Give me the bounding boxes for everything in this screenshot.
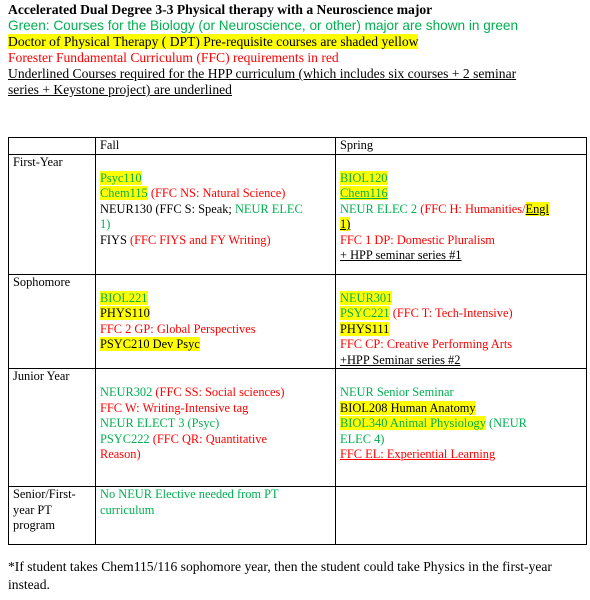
neur-elec2-engl-cont: 1)	[340, 217, 351, 231]
document-header	[8, 2, 582, 98]
psyc222-ffc-cont: Reason)	[100, 447, 141, 461]
biol340-neur: (NEUR	[485, 416, 527, 430]
row-label-first-year: First-Year	[9, 154, 96, 274]
legend-yellow-row	[8, 34, 582, 50]
course-plan-table	[8, 137, 587, 545]
neur-elec2-ffc: (FFC H: Humanities/	[420, 201, 526, 216]
junior-fall-cell	[96, 369, 336, 487]
header-spring: Spring	[336, 138, 587, 155]
first-year-fall-cell	[96, 154, 336, 274]
row-senior	[9, 487, 587, 545]
course-neur-elec3: NEUR ELECT 3 (Psyc)	[100, 416, 220, 430]
psyc221-ffc: (FFC T: Tech-Intensive)	[389, 306, 513, 320]
header-corner-cell	[9, 138, 96, 155]
fiys-ffc: (FFC FIYS and FY Writing)	[129, 232, 271, 247]
junior-spring-cell	[336, 369, 587, 487]
ffc-el: FFC EL: Experiential Learning	[340, 447, 496, 461]
senior-label-3: program	[13, 518, 55, 532]
legend-underline-1: Underlined Courses required for the HPP curriculum (which includes six courses + 2 seminar	[8, 66, 517, 81]
senior-fall-note: No NEUR Elective needed from PT	[100, 487, 279, 501]
course-neur130: NEUR130 (FFC S: Speak;	[100, 201, 235, 216]
footnote: *If student takes Chem115/116 sophomore year, then the student could take Physics in the first-year instead.	[8, 559, 552, 592]
legend-yellow: Doctor of Physical Therapy ( DPT) Pre-requisite courses are shaded yellow	[8, 34, 419, 49]
senior-spring-cell	[336, 487, 587, 545]
ffc-cp: FFC CP: Creative Performing Arts	[340, 337, 513, 351]
course-fiys: FIYS	[100, 232, 130, 247]
psyc222-ffc: (FFC QR: Quantitative	[152, 431, 267, 446]
sophomore-fall-cell	[96, 274, 336, 369]
row-junior-year	[9, 369, 587, 487]
ffc-2-gp: FFC 2 GP: Global Perspectives	[100, 321, 256, 336]
ffc-w: FFC W: Writing-Intensive tag	[100, 400, 249, 415]
course-neur-elec2: NEUR ELEC 2	[340, 201, 421, 216]
table-header-row	[9, 138, 587, 155]
course-phys111: PHYS111	[340, 321, 390, 336]
neur130-elec-cont: 1)	[100, 217, 111, 231]
course-neur-senior-seminar: NEUR Senior Seminar	[340, 385, 454, 399]
neur130-elec: NEUR ELEC	[234, 201, 303, 216]
neur-elec2-engl: Engl	[525, 201, 549, 216]
legend-red: Forester Fundamental Curriculum (FFC) requirements in red	[8, 50, 339, 65]
row-first-year	[9, 154, 587, 274]
course-psyc222: PSYC222	[100, 431, 153, 446]
course-psyc210: PSYC210 Dev Psyc	[100, 337, 200, 351]
hpp-seminar-1: + HPP seminar series #1	[340, 248, 462, 262]
senior-fall-note-cont: curriculum	[100, 502, 155, 517]
course-phys110: PHYS110	[100, 306, 150, 320]
row-label-sophomore: Sophomore	[9, 274, 96, 369]
row-label-junior-year: Junior Year	[9, 369, 96, 487]
header-fall: Fall	[96, 138, 336, 155]
course-neur301: NEUR301	[340, 290, 393, 305]
ffc-1-dp: FFC 1 DP: Domestic Pluralism	[340, 232, 495, 247]
chem115-ffc: (FFC NS: Natural Science)	[147, 186, 286, 200]
neur302-ffc: (FFC SS: Social sciences)	[155, 385, 285, 399]
course-neur302: NEUR302	[100, 385, 156, 399]
course-chem115: Chem115	[100, 186, 148, 200]
course-biol340: BIOL340 Animal Physiology	[340, 416, 486, 430]
row-sophomore	[9, 274, 587, 369]
senior-label-1: Senior/First-	[13, 487, 76, 501]
course-psyc110: Psyc110	[100, 170, 142, 185]
course-biol120: BIOL120	[340, 170, 388, 185]
row-label-senior	[9, 487, 96, 545]
biol340-neur-cont: ELEC 4)	[340, 431, 385, 446]
hpp-seminar-2: +HPP Seminar series #2	[340, 352, 461, 367]
senior-fall-cell	[96, 487, 336, 545]
course-biol208: BIOL208 Human Anatomy	[340, 400, 476, 415]
first-year-spring-cell	[336, 154, 587, 274]
course-psyc221: PSYC221	[340, 306, 390, 320]
legend-green: Green: Courses for the Biology (or Neuroscience, or other) major are shown in green	[8, 18, 519, 33]
legend-underline-2: series + Keystone project) are underlined	[8, 82, 232, 97]
course-chem116: Chem116	[340, 186, 388, 200]
course-biol221: BIOL221	[100, 290, 148, 305]
senior-label-2: year PT	[13, 502, 52, 517]
document-title: Accelerated Dual Degree 3-3 Physical therapy with a Neuroscience major	[8, 2, 433, 17]
sophomore-spring-cell	[336, 274, 587, 369]
